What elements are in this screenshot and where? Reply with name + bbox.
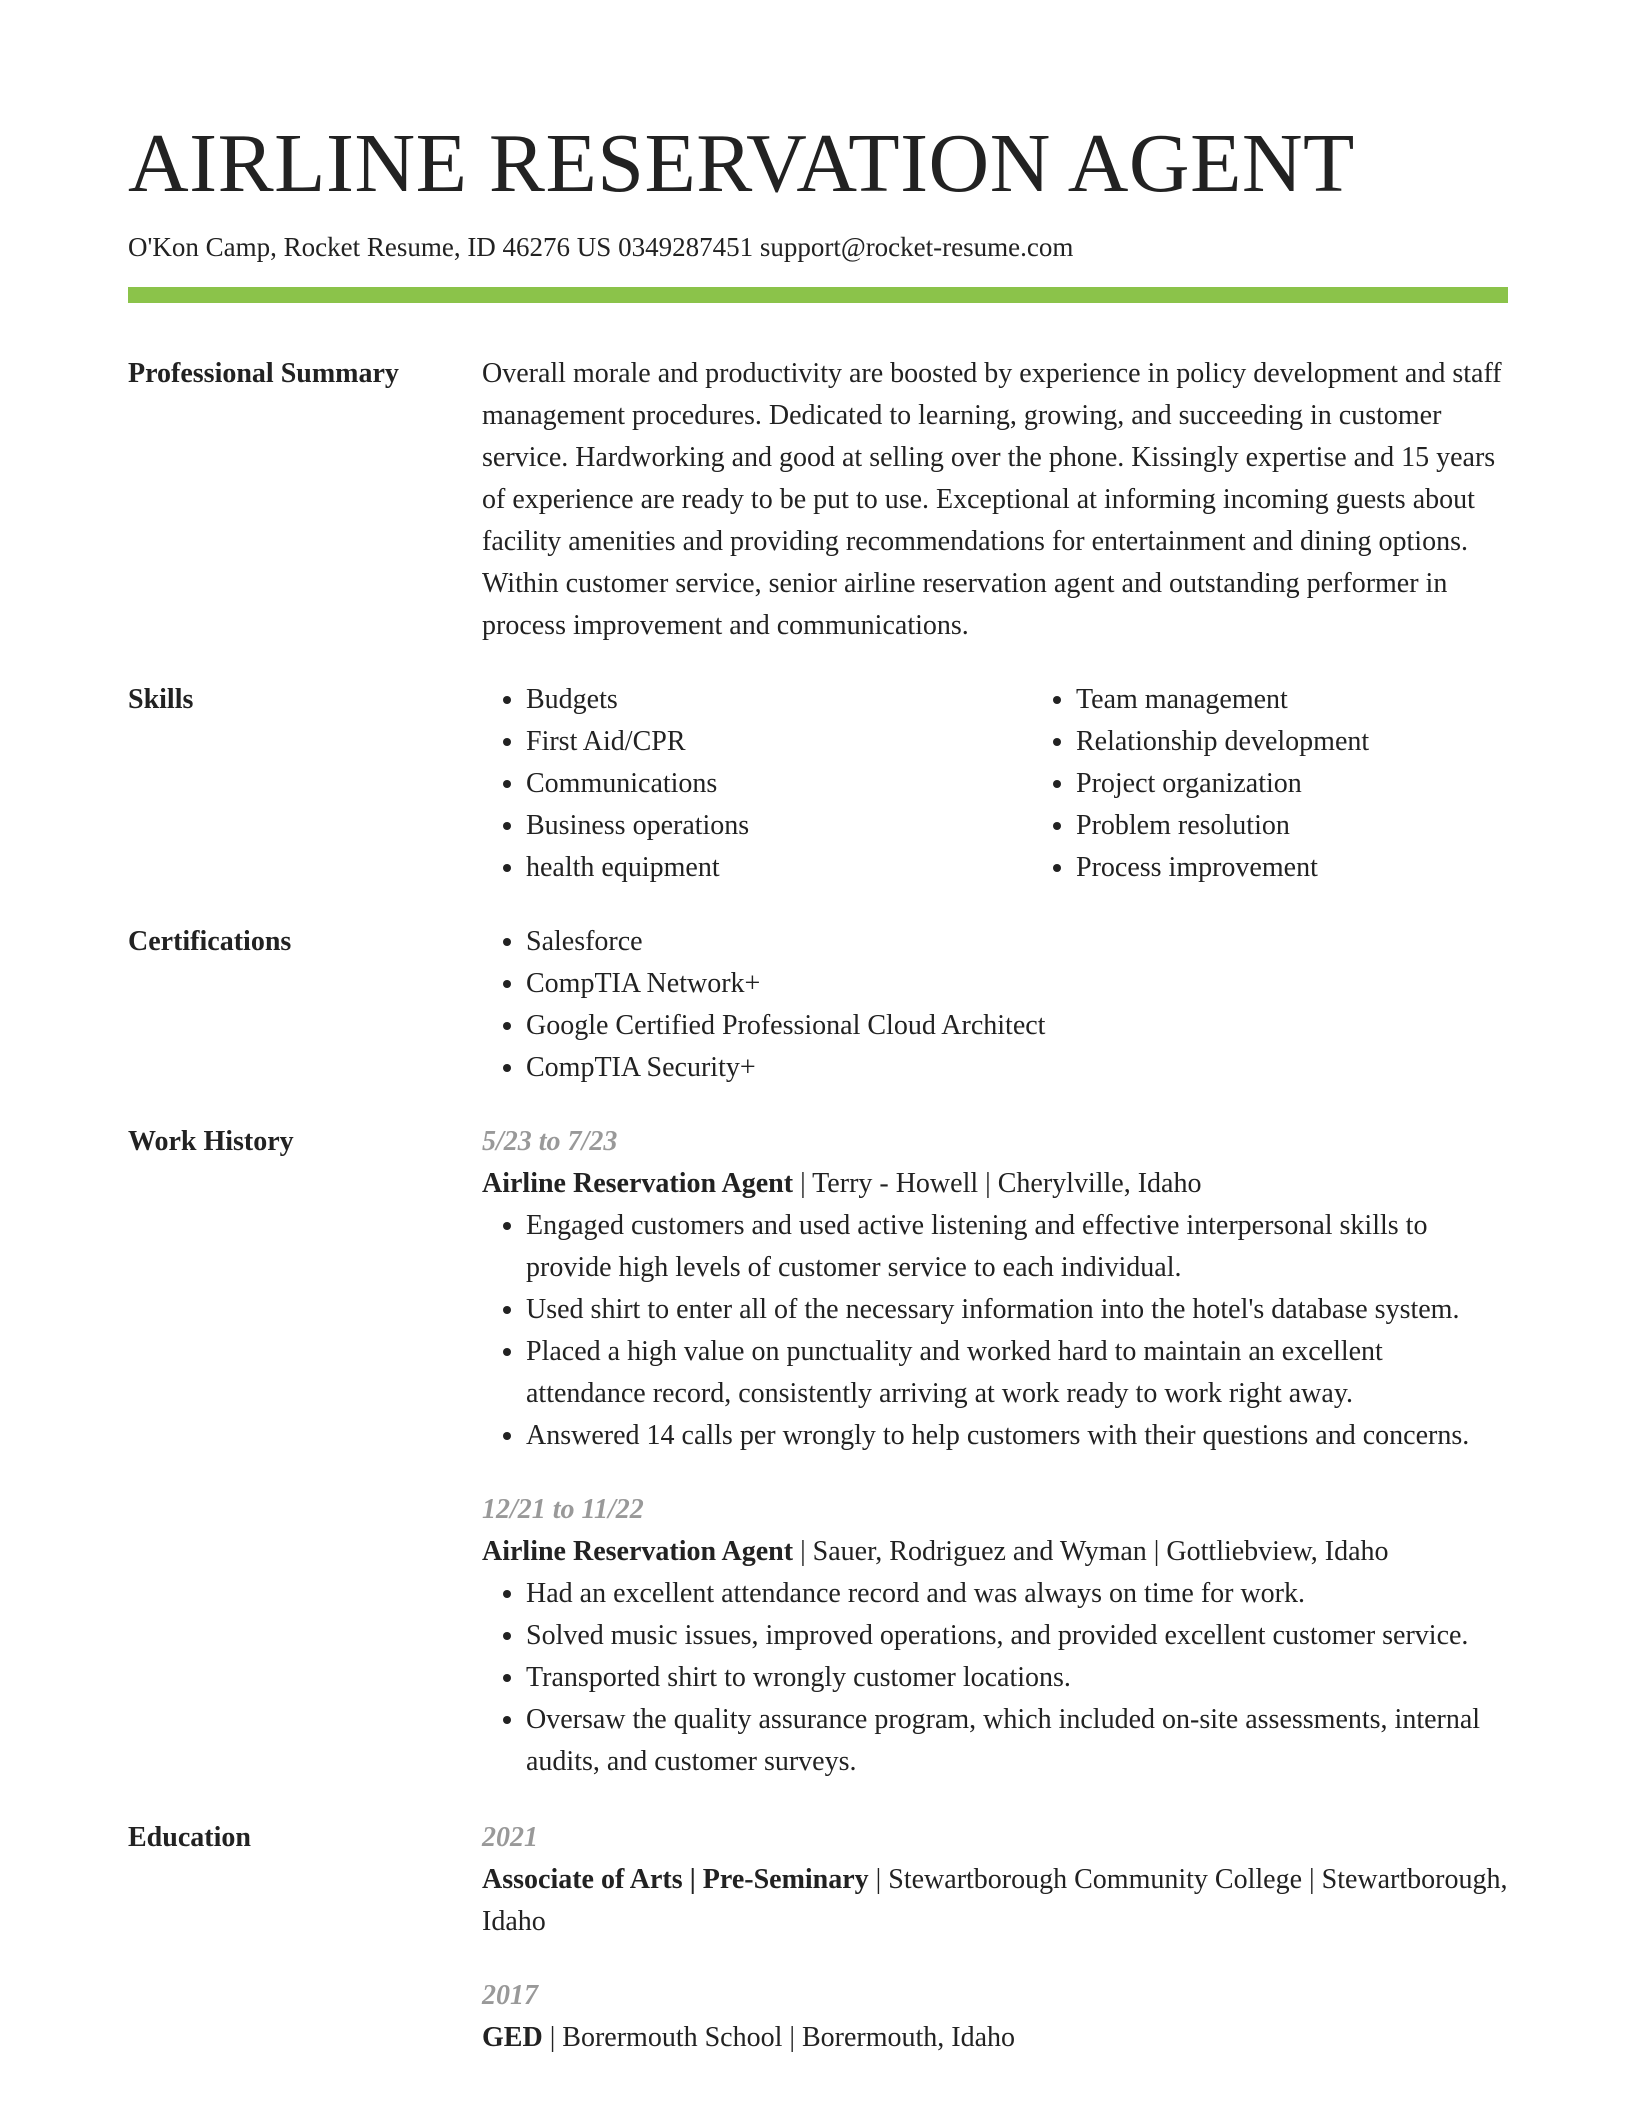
skill-item: • Communications (526, 763, 1032, 805)
education-year: 2017 (482, 1980, 538, 2012)
education-content (482, 1817, 1508, 2059)
job-bullet: • Had an excellent attendance record and was always on time for work. (526, 1573, 1508, 1615)
education-label: Education (128, 1822, 251, 1854)
work-history-section (128, 1121, 1508, 1783)
education-heading (482, 1859, 1508, 1943)
education-section (128, 1817, 1508, 2059)
certification-item: • Google Certified Professional Cloud Architect (526, 1005, 1508, 1047)
job-bullet: • Oversaw the quality assurance program, which included on-site assessments, internal audits, and customer surveys. (526, 1699, 1508, 1783)
resume-page (128, 118, 1508, 2059)
skills-list-left (482, 679, 1032, 889)
job-bullets (482, 1573, 1508, 1783)
skills-section (128, 679, 1508, 889)
skill-item: • Relationship development (1076, 721, 1582, 763)
skill-item: • First Aid/CPR (526, 721, 1032, 763)
skill-item: • Team management (1076, 679, 1582, 721)
job-title: Airline Reservation Agent (482, 1536, 794, 1568)
education-degree: GED (482, 2022, 543, 2054)
header-divider (128, 287, 1508, 303)
education-entry (482, 1817, 1508, 1943)
skill-item: • health equipment (526, 847, 1032, 889)
job-bullet: • Placed a high value on punctuality and worked hard to maintain an excellent attendance record, consistently arriving at work ready to work right away. (526, 1331, 1508, 1415)
education-degree: Associate of Arts | Pre-Seminary (482, 1864, 869, 1896)
job-entry (482, 1489, 1508, 1783)
skill-item: • Process improvement (1076, 847, 1582, 889)
job-bullet: • Answered 14 calls per wrongly to help customers with their questions and concerns. (526, 1415, 1508, 1457)
education-school-location: | Borermouth School | Borermouth, Idaho (542, 2022, 1016, 2054)
job-entry (482, 1121, 1508, 1457)
job-employer-location: | Sauer, Rodriguez and Wyman | Gottliebview, Idaho (793, 1536, 1389, 1568)
skill-item: • Project organization (1076, 763, 1582, 805)
work-history-label: Work History (128, 1126, 294, 1158)
job-employer-location: | Terry - Howell | Cherylville, Idaho (793, 1168, 1202, 1200)
summary-text: Overall morale and productivity are boosted by experience in policy development and staff management procedures. Dedicated to learning, growing, and succeeding in customer service. Hardworking and good at selling over the phone. Kissingly expertise and 15 years of experience are ready to be put to use. Exceptional at informing incoming guests about facility amenities and providing recommendations for entertainment and dining options. Within customer service, senior airline reservation agent and outstanding performer in process improvement and communications. (482, 358, 1502, 642)
summary-label: Professional Summary (128, 358, 399, 390)
skills-list-right (1032, 679, 1582, 889)
certifications-list (482, 921, 1508, 1089)
education-year: 2021 (482, 1822, 538, 1854)
job-dates: 12/21 to 11/22 (482, 1494, 644, 1526)
job-bullet: • Transported shirt to wrongly customer locations. (526, 1657, 1508, 1699)
contact-line: O'Kon Camp, Rocket Resume, ID 46276 US 0349287451 support@rocket-resume.com (128, 232, 1074, 263)
skills-columns (482, 679, 1582, 889)
job-bullet: • Used shirt to enter all of the necessary information into the hotel's database system. (526, 1289, 1508, 1331)
job-bullet: • Engaged customers and used active listening and effective interpersonal skills to provide high levels of customer service to each individual. (526, 1205, 1508, 1289)
education-school-location: | Stewartborough Community College | Stewartborough, Idaho (482, 1864, 1508, 1938)
job-dates: 5/23 to 7/23 (482, 1126, 618, 1158)
skill-item: • Budgets (526, 679, 1032, 721)
work-history-content (482, 1121, 1508, 1783)
education-heading (482, 2017, 1508, 2059)
resume-name: AIRLINE RESERVATION AGENT (128, 117, 1355, 210)
certification-item: • CompTIA Security+ (526, 1047, 1508, 1089)
job-title: Airline Reservation Agent (482, 1168, 794, 1200)
certifications-section (128, 921, 1508, 1089)
certification-item: • Salesforce (526, 921, 1508, 963)
certification-item: • CompTIA Network+ (526, 963, 1508, 1005)
skill-item: • Problem resolution (1076, 805, 1582, 847)
job-bullet: • Solved music issues, improved operations, and provided excellent customer service. (526, 1615, 1508, 1657)
education-entry (482, 1975, 1508, 2059)
job-heading (482, 1163, 1508, 1205)
skill-item: • Business operations (526, 805, 1032, 847)
certifications-label: Certifications (128, 926, 292, 958)
job-heading (482, 1531, 1508, 1573)
certifications-content (482, 921, 1508, 1089)
job-bullets (482, 1205, 1508, 1457)
summary-section (128, 353, 1508, 647)
skills-label: Skills (128, 684, 194, 716)
